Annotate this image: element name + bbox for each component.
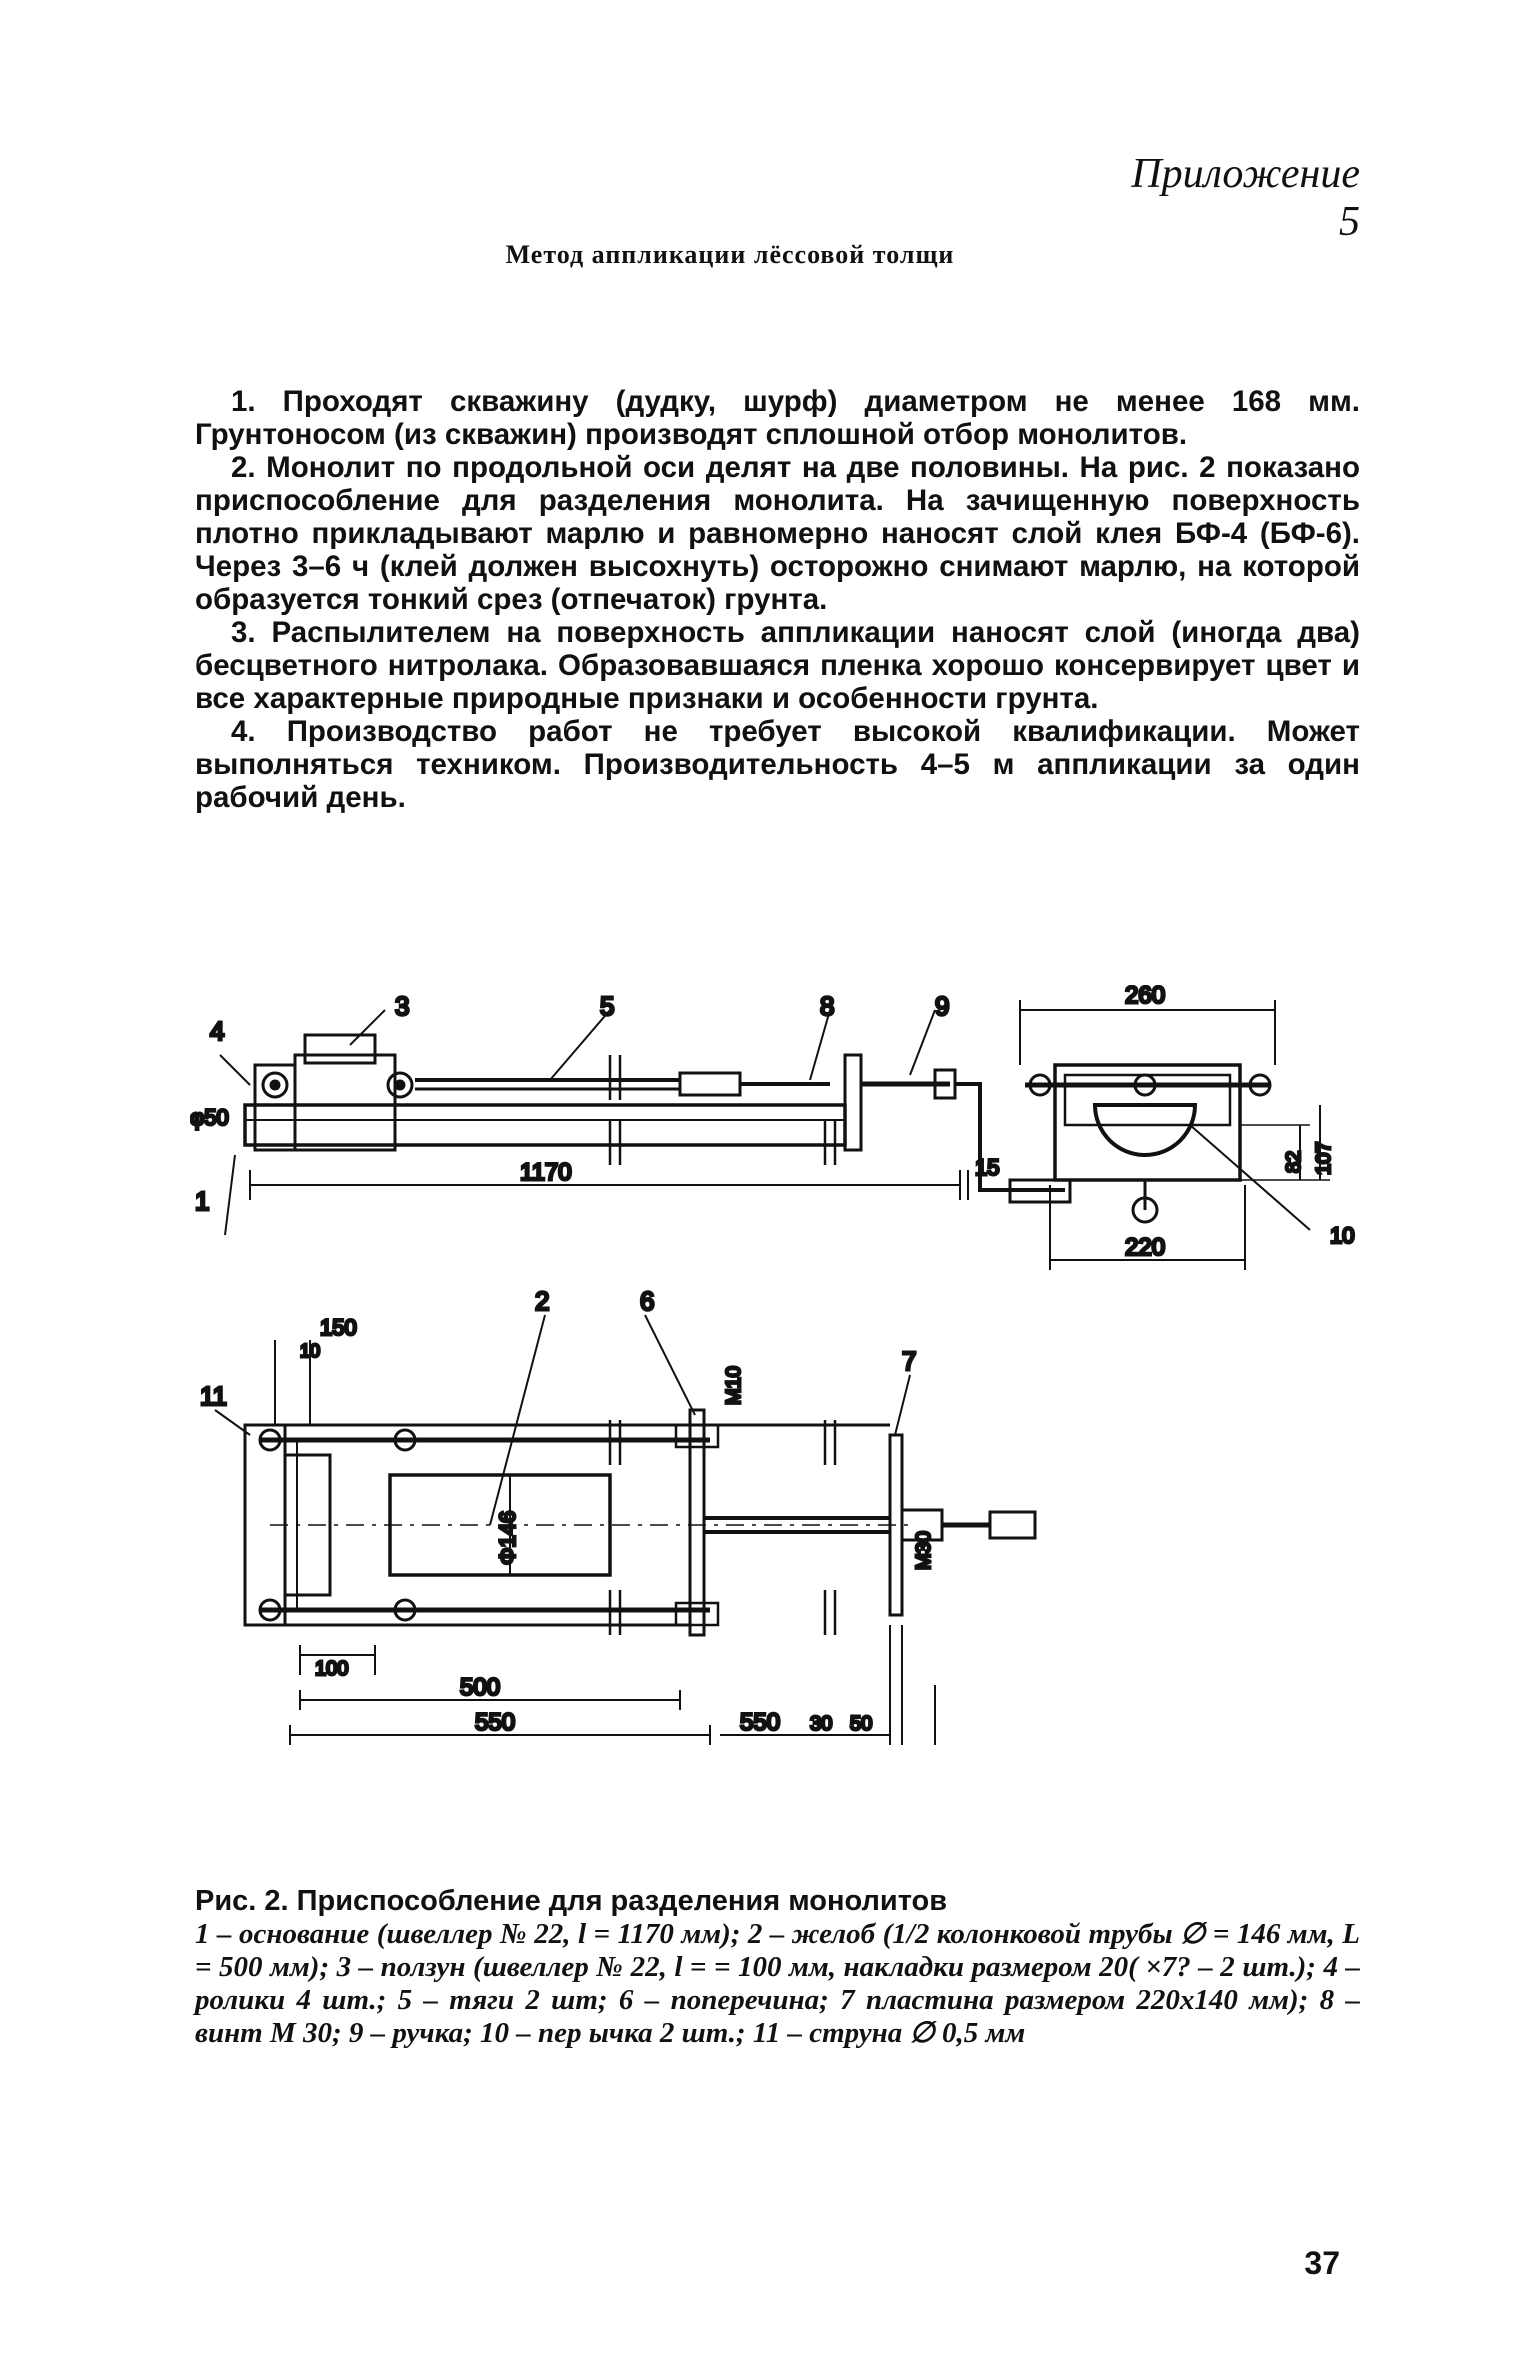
page-number: 37 [1304,2245,1340,2281]
dim-150: 150 [320,1315,357,1340]
page-heading: Метод аппликации лёссовой толщи [505,240,955,269]
dim-107: 107 [1313,1141,1335,1175]
dim-100: 100 [315,1658,349,1680]
dim-500: 500 [460,1674,501,1701]
label-5: 5 [600,991,615,1021]
label-7: 7 [902,1346,917,1376]
label-9: 9 [935,991,950,1021]
end-view [1020,985,1354,1270]
label-2: 2 [535,1286,550,1316]
side-view [190,991,1070,1235]
plan-view [200,1286,1035,1745]
dim-m30: M30 [913,1531,935,1570]
technical-drawing [190,985,1370,1765]
label-11: 11 [200,1381,227,1411]
caption-title: Рис. 2. Приспособление для разделения монолитов [195,1885,948,1917]
dim-260: 260 [1125,985,1166,1009]
dim-15: 15 [975,1155,1000,1180]
paragraph-4: 4. Производство работ не требует высокой квалификации. Может выполняться техником. Производительность 4–5 м аппликации за один рабочий день. [195,715,1360,814]
dim-1170: 1170 [520,1159,572,1186]
paragraph-3: 3. Распылителем на поверхность аппликации наносят слой (иногда два) бесцветного нитролака. Образовавшаяся пленка хорошо консервирует цвет и все характерные природные признаки и особенности грунта. [195,616,1360,715]
dim-550b: 550 [740,1709,781,1736]
label-3: 3 [395,991,410,1021]
dim-220: 220 [1125,1234,1166,1261]
dim-10: 10 [300,1341,321,1361]
appendix-label: Приложение 5 [1131,151,1360,245]
caption-legend: 1 – основание (швеллер № 22, l = 1170 мм); 2 – желоб (1/2 колонковой трубы ∅ = 146 мм, L = 500 мм); 3 – ползун (швеллер № 22, l = = 100 мм, накладки размером 20( ×7? – 2 шт.); 4 – ролики 4 шт.; 5 – тяги 2 шт; 6 – поперечина; 7 пластина размером 220х140 мм); 8 – винт М 30; 9 – ручка; 10 – пер ычка 2 шт.; 11 – струна ∅ 0,5 мм [195,1918,1360,2049]
figure-caption [195,1885,1360,2050]
label-10: 10 [1330,1223,1355,1248]
dim-82: 82 [1283,1150,1305,1173]
dim-m10: M10 [723,1366,745,1405]
dim-30: 30 [810,1713,833,1735]
dim-phi146: Φ146 [495,1510,520,1565]
label-8: 8 [820,991,835,1021]
paragraph-2: 2. Монолит по продольной оси делят на две половины. На рис. 2 показано приспособление для разделения монолита. На зачищенную поверхность плотно прикладывают марлю и равномерно наносят слой клея БФ-4 (БФ-6). Через 3–6 ч (клей должен высохнуть) осторожно снимают марлю, на которой образуется тонкий срез (отпечаток) грунта. [195,451,1360,616]
label-4: 4 [210,1016,225,1046]
label-1: 1 [195,1186,210,1216]
dim-50: 50 [850,1713,873,1735]
body-text [195,385,1360,814]
paragraph-1: 1. Проходят скважину (дудку, шурф) диаметром не менее 168 мм. Грунтоносом (из скважин) производят сплошной отбор монолитов. [195,385,1360,451]
dim-550a: 550 [475,1709,516,1736]
dim-phi50: φ50 [190,1105,229,1130]
label-6: 6 [640,1286,655,1316]
